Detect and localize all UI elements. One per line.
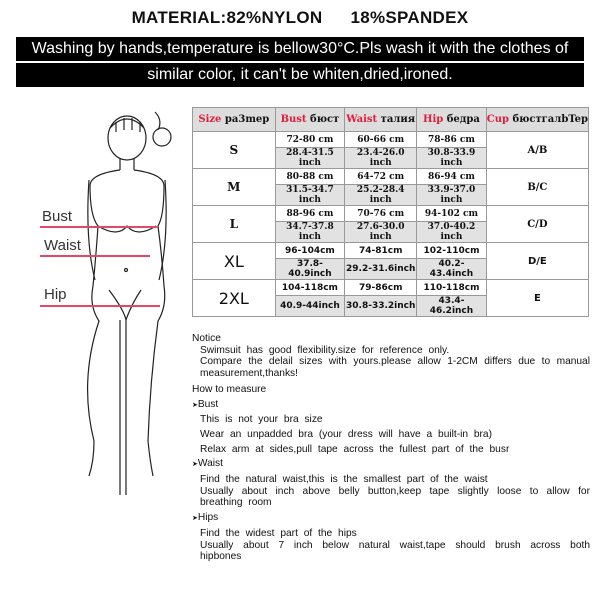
- hip-inch-cell: 43.4-46.2inch: [417, 296, 487, 317]
- bust-cm-cell: 88-96 cm: [275, 206, 345, 222]
- hip-inch-cell: 37.0-40.2 inch: [417, 222, 487, 243]
- size-cell: 2XL: [193, 280, 276, 317]
- hip-inch-cell: 33.9-37.0 inch: [417, 185, 487, 206]
- waist-inch-cell: 29.2-31.6inch: [345, 259, 417, 280]
- waist-inch-cell: 30.8-33.2inch: [345, 296, 417, 317]
- cup-cell: D/E: [486, 243, 588, 280]
- size-cell: L: [193, 206, 276, 243]
- waist-measure-line: [40, 255, 150, 257]
- bust-label: Bust: [42, 208, 73, 225]
- arrow-bullet-icon: ➤: [192, 461, 198, 469]
- measurement-notes: [192, 333, 590, 563]
- waist-cm-cell: 70-76 cm: [345, 206, 417, 222]
- cup-cell: A/B: [486, 132, 588, 169]
- cup-cell: E: [486, 280, 588, 317]
- hip-cm-cell: 110-118cm: [417, 280, 487, 296]
- notice-title: Notice: [192, 333, 221, 344]
- table-row: [193, 169, 589, 185]
- size-cell: S: [193, 132, 276, 169]
- waist-cm-cell: 60-66 cm: [345, 132, 417, 148]
- size-cell: M: [193, 169, 276, 206]
- section-line: Find the natural waist,this is the smallest part of the waist: [200, 474, 488, 486]
- header-cup: Cup бюстгалbTep: [486, 108, 588, 132]
- table-row: [193, 206, 589, 222]
- bust-cm-cell: 80-88 cm: [275, 169, 345, 185]
- header-waist: Waist талия: [345, 108, 417, 132]
- waist-inch-cell: 27.6-30.0 inch: [345, 222, 417, 243]
- bust-inch-cell: 31.5-34.7 inch: [275, 185, 345, 206]
- section-line: Usually about 7 inch below natural waist,tape should brush across both hipbones: [200, 539, 590, 563]
- bust-measure-line: [40, 226, 158, 228]
- arrow-bullet-icon: ➤: [192, 401, 198, 409]
- how-to-measure-title: How to measure: [192, 383, 267, 395]
- notice-line: Compare the delail sizes with yours.please allow 1-2CM differs due to manual measurement,thanks!: [200, 356, 590, 380]
- waist-label: Waist: [44, 237, 81, 254]
- section-title: ➤Hips: [192, 512, 219, 524]
- waist-cm-cell: 74-81cm: [345, 243, 417, 259]
- arrow-bullet-icon: ➤: [192, 515, 198, 523]
- section-line: Relax arm at sides,pull tape across the fullest part of the busr: [200, 443, 510, 455]
- bust-inch-cell: 34.7-37.8 inch: [275, 222, 345, 243]
- header-bust: Bust бюст: [275, 108, 345, 132]
- section-title: ➤Bust: [192, 398, 219, 410]
- material-title: [0, 8, 600, 28]
- bust-inch-cell: 37.8-40.9inch: [275, 259, 345, 280]
- bust-cm-cell: 96-104cm: [275, 243, 345, 259]
- hip-measure-line: [40, 305, 160, 307]
- notice-line: Swimsuit has good flexibility.size for reference only.: [200, 344, 450, 356]
- table-row: [193, 280, 589, 296]
- cup-cell: B/C: [486, 169, 588, 206]
- header-hip: Hip бедра: [417, 108, 487, 132]
- waist-cm-cell: 79-86cm: [345, 280, 417, 296]
- hip-inch-cell: 40.2-43.4inch: [417, 259, 487, 280]
- hip-cm-cell: 86-94 cm: [417, 169, 487, 185]
- bust-cm-cell: 104-118cm: [275, 280, 345, 296]
- waist-cm-cell: 64-72 cm: [345, 169, 417, 185]
- section-line: Find the widest part of the hips: [200, 527, 357, 539]
- material-nylon: MATERIAL:82%NYLON: [131, 8, 323, 27]
- size-chart-table: [192, 107, 589, 317]
- hip-cm-cell: 78-86 cm: [417, 132, 487, 148]
- section-line: Usually about inch above belly button,keep tape slightly loose to allow for breathing room: [200, 485, 590, 509]
- section-line: Wear an unpadded bra (your dress will have a built-in bra): [200, 428, 492, 440]
- section-title: ➤Waist: [192, 458, 223, 470]
- hip-cm-cell: 102-110cm: [417, 243, 487, 259]
- size-cell: XL: [193, 243, 276, 280]
- section-line: This is not your bra size: [200, 414, 323, 426]
- table-row: [193, 243, 589, 259]
- bust-inch-cell: 40.9-44inch: [275, 296, 345, 317]
- waist-inch-cell: 23.4-26.0 inch: [345, 148, 417, 169]
- hip-cm-cell: 94-102 cm: [417, 206, 487, 222]
- waist-inch-cell: 25.2-28.4 inch: [345, 185, 417, 206]
- header-size: Size pa3mep: [193, 108, 276, 132]
- cup-cell: C/D: [486, 206, 588, 243]
- care-instructions-line2: similar color, it can't be whiten,dried,ironed.: [16, 63, 584, 87]
- table-row: [193, 132, 589, 148]
- bust-cm-cell: 72-80 cm: [275, 132, 345, 148]
- material-spandex: 18%SPANDEX: [350, 8, 469, 27]
- care-instructions-line1: Washing by hands,temperature is bellow30°C.Pls wash it with the clothes of: [16, 37, 584, 61]
- hip-label: Hip: [44, 286, 67, 303]
- hip-inch-cell: 30.8-33.9 inch: [417, 148, 487, 169]
- bust-inch-cell: 28.4-31.5 inch: [275, 148, 345, 169]
